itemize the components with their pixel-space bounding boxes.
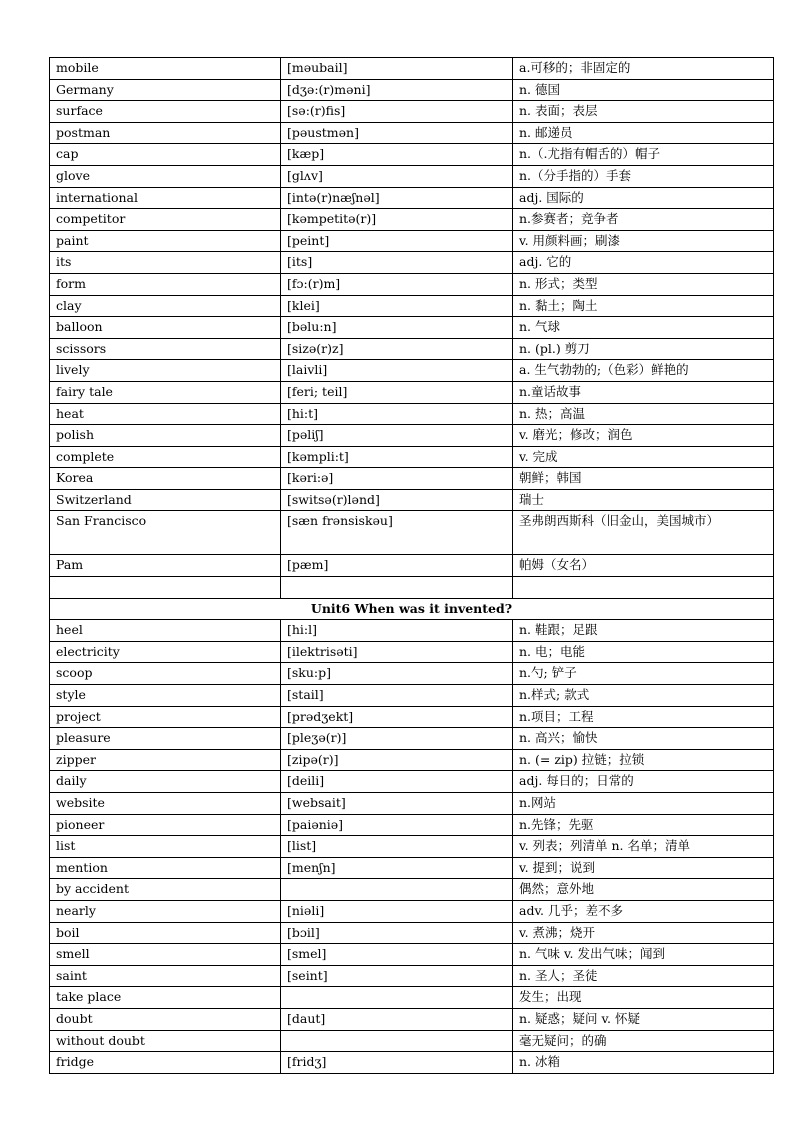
vocab-row — [50, 317, 774, 339]
vocab-meaning: adj. 每日的；日常的 — [513, 771, 774, 793]
vocab-meaning: 朝鲜；韩国 — [513, 468, 774, 490]
vocab-phonetic: [smel] — [281, 944, 513, 966]
vocab-phonetic: [sku:p] — [281, 663, 513, 685]
vocab-phonetic: [kəri:ə] — [281, 468, 513, 490]
vocab-meaning: v. 煮沸；烧开 — [513, 922, 774, 944]
vocab-row — [50, 814, 774, 836]
vocab-meaning: n. 高兴；愉快 — [513, 728, 774, 750]
vocab-phonetic — [281, 879, 513, 901]
vocab-phonetic: [pleʒə(r)] — [281, 728, 513, 750]
vocab-row — [50, 446, 774, 468]
vocab-row — [50, 425, 774, 447]
vocab-phonetic: [klei] — [281, 295, 513, 317]
vocab-phonetic: [pəustmən] — [281, 122, 513, 144]
vocab-word: zipper — [50, 749, 281, 771]
vocab-word: heat — [50, 403, 281, 425]
vocab-word: fairy tale — [50, 381, 281, 403]
vocab-meaning: n. 冰箱 — [513, 1052, 774, 1074]
vocab-row — [50, 360, 774, 382]
vocab-word: Korea — [50, 468, 281, 490]
vocab-phonetic: [niəli] — [281, 900, 513, 922]
vocab-row — [50, 468, 774, 490]
vocab-word: take place — [50, 987, 281, 1009]
vocab-row — [50, 1052, 774, 1074]
vocab-word: surface — [50, 101, 281, 123]
vocab-meaning: n. 疑惑；疑问 v. 怀疑 — [513, 1008, 774, 1030]
vocab-meaning: 发生；出现 — [513, 987, 774, 1009]
vocab-row — [50, 836, 774, 858]
vocab-meaning: v. 用颜料画；刷漆 — [513, 230, 774, 252]
vocab-word: its — [50, 252, 281, 274]
vocab-meaning: v. 提到；说到 — [513, 857, 774, 879]
vocab-phonetic: [websait] — [281, 793, 513, 815]
vocab-row — [50, 230, 774, 252]
vocab-phonetic: [paiəniə] — [281, 814, 513, 836]
vocab-phonetic: [pæm] — [281, 555, 513, 577]
vocab-word: saint — [50, 965, 281, 987]
vocab-meaning: n.勺; 铲子 — [513, 663, 774, 685]
vocab-word: pleasure — [50, 728, 281, 750]
empty-cell — [50, 577, 281, 599]
vocab-word: San Francisco — [50, 511, 281, 555]
vocab-meaning: 毫无疑问；的确 — [513, 1030, 774, 1052]
vocab-phonetic: [deili] — [281, 771, 513, 793]
vocab-phonetic: [prədʒekt] — [281, 706, 513, 728]
vocab-row — [50, 771, 774, 793]
vocab-word: daily — [50, 771, 281, 793]
vocab-meaning: v. 列表；列清单 n. 名单；清单 — [513, 836, 774, 858]
vocab-word: competitor — [50, 209, 281, 231]
vocab-row — [50, 209, 774, 231]
vocab-row — [50, 900, 774, 922]
vocab-word: website — [50, 793, 281, 815]
vocab-meaning: n. (= zip) 拉链；拉锁 — [513, 749, 774, 771]
vocab-word: doubt — [50, 1008, 281, 1030]
vocab-word: fridge — [50, 1052, 281, 1074]
vocab-word: style — [50, 685, 281, 707]
vocab-meaning: a.可移的；非固定的 — [513, 58, 774, 80]
vocab-word: polish — [50, 425, 281, 447]
vocab-phonetic — [281, 987, 513, 1009]
empty-cell — [281, 577, 513, 599]
unit-title-row — [50, 598, 774, 620]
vocab-word: boil — [50, 922, 281, 944]
vocab-meaning: n. 形式；类型 — [513, 273, 774, 295]
vocab-row — [50, 252, 774, 274]
vocab-row — [50, 555, 774, 577]
vocab-meaning: n.项目；工程 — [513, 706, 774, 728]
vocab-row — [50, 620, 774, 642]
vocab-meaning: n. 气味 v. 发出气味；闻到 — [513, 944, 774, 966]
vocab-meaning: n. 黏土；陶土 — [513, 295, 774, 317]
vocab-meaning: 帕姆（女名） — [513, 555, 774, 577]
vocab-row — [50, 295, 774, 317]
vocab-word: pioneer — [50, 814, 281, 836]
vocab-phonetic: [stail] — [281, 685, 513, 707]
vocab-phonetic: [fridʒ] — [281, 1052, 513, 1074]
vocab-word: nearly — [50, 900, 281, 922]
vocabulary-table-body — [50, 58, 774, 1074]
vocab-meaning: a. 生气勃勃的;（色彩）鲜艳的 — [513, 360, 774, 382]
vocab-meaning: adv. 几乎；差不多 — [513, 900, 774, 922]
vocab-phonetic: [kəmpetitə(r)] — [281, 209, 513, 231]
vocab-word: balloon — [50, 317, 281, 339]
vocab-row — [50, 273, 774, 295]
vocab-word: by accident — [50, 879, 281, 901]
vocab-phonetic: [bɔil] — [281, 922, 513, 944]
vocab-word: lively — [50, 360, 281, 382]
vocab-row — [50, 879, 774, 901]
vocab-word: list — [50, 836, 281, 858]
vocab-row — [50, 706, 774, 728]
vocab-meaning: n. 鞋跟；足跟 — [513, 620, 774, 642]
empty-row — [50, 577, 774, 599]
vocab-word: mention — [50, 857, 281, 879]
vocab-phonetic: [peint] — [281, 230, 513, 252]
vocab-meaning: n.童话故事 — [513, 381, 774, 403]
vocab-meaning: 偶然；意外地 — [513, 879, 774, 901]
vocab-row — [50, 685, 774, 707]
vocab-meaning: adj. 它的 — [513, 252, 774, 274]
vocab-row — [50, 641, 774, 663]
vocab-row — [50, 922, 774, 944]
vocab-row — [50, 101, 774, 123]
vocab-word: glove — [50, 165, 281, 187]
vocab-phonetic: [switsə(r)lənd] — [281, 489, 513, 511]
vocab-phonetic: [kəmpli:t] — [281, 446, 513, 468]
vocab-word: clay — [50, 295, 281, 317]
vocab-word: international — [50, 187, 281, 209]
vocab-meaning: adj. 国际的 — [513, 187, 774, 209]
vocab-row — [50, 144, 774, 166]
vocab-row — [50, 965, 774, 987]
vocab-word: without doubt — [50, 1030, 281, 1052]
vocab-word: scissors — [50, 338, 281, 360]
vocab-phonetic: [menʃn] — [281, 857, 513, 879]
vocab-row — [50, 489, 774, 511]
vocab-meaning: n.网站 — [513, 793, 774, 815]
vocabulary-table — [49, 57, 774, 1074]
vocab-row — [50, 728, 774, 750]
vocab-word: mobile — [50, 58, 281, 80]
vocab-meaning: n. 圣人；圣徒 — [513, 965, 774, 987]
vocab-phonetic: [sə:(r)fis] — [281, 101, 513, 123]
vocab-row — [50, 79, 774, 101]
vocab-phonetic: [fɔ:(r)m] — [281, 273, 513, 295]
unit-title: Unit6 When was it invented? — [50, 598, 774, 620]
vocab-phonetic: [its] — [281, 252, 513, 274]
vocab-meaning: n. 热；高温 — [513, 403, 774, 425]
vocab-word: paint — [50, 230, 281, 252]
vocab-meaning: n. 德国 — [513, 79, 774, 101]
vocab-phonetic: [hi:t] — [281, 403, 513, 425]
vocab-meaning: n.先锋；先驱 — [513, 814, 774, 836]
vocab-meaning: 瑞士 — [513, 489, 774, 511]
vocab-row — [50, 403, 774, 425]
vocab-word: Pam — [50, 555, 281, 577]
vocab-phonetic — [281, 1030, 513, 1052]
vocab-phonetic: [list] — [281, 836, 513, 858]
vocab-row — [50, 857, 774, 879]
vocab-row — [50, 1008, 774, 1030]
vocab-phonetic: [sæn frənsiskəu] — [281, 511, 513, 555]
vocab-row — [50, 511, 774, 555]
vocab-row — [50, 1030, 774, 1052]
vocab-meaning: n. 表面；表层 — [513, 101, 774, 123]
vocab-word: smell — [50, 944, 281, 966]
vocab-meaning: n. 气球 — [513, 317, 774, 339]
vocab-word: scoop — [50, 663, 281, 685]
vocab-phonetic: [seint] — [281, 965, 513, 987]
vocab-phonetic: [feri; teil] — [281, 381, 513, 403]
vocab-phonetic: [dʒə:(r)məni] — [281, 79, 513, 101]
vocab-phonetic: [sizə(r)z] — [281, 338, 513, 360]
vocab-row — [50, 187, 774, 209]
vocab-meaning: n. (pl.) 剪刀 — [513, 338, 774, 360]
vocab-phonetic: [ilektrisəti] — [281, 641, 513, 663]
vocab-meaning: n.（.尤指有帽舌的）帽子 — [513, 144, 774, 166]
vocab-phonetic: [kæp] — [281, 144, 513, 166]
vocab-phonetic: [glʌv] — [281, 165, 513, 187]
vocab-row — [50, 122, 774, 144]
vocab-row — [50, 58, 774, 80]
vocab-word: form — [50, 273, 281, 295]
vocab-phonetic: [pəliʃ] — [281, 425, 513, 447]
vocab-phonetic: [bəlu:n] — [281, 317, 513, 339]
vocab-phonetic: [intə(r)næʃnəl] — [281, 187, 513, 209]
vocab-phonetic: [məubail] — [281, 58, 513, 80]
vocab-row — [50, 749, 774, 771]
vocab-word: project — [50, 706, 281, 728]
vocab-row — [50, 944, 774, 966]
vocab-row — [50, 165, 774, 187]
vocab-row — [50, 663, 774, 685]
vocab-row — [50, 381, 774, 403]
vocab-phonetic: [daut] — [281, 1008, 513, 1030]
vocab-meaning: n.（分手指的）手套 — [513, 165, 774, 187]
vocab-meaning: n. 邮递员 — [513, 122, 774, 144]
vocab-meaning: 圣弗朗西斯科（旧金山，美国城市） — [513, 511, 774, 555]
vocab-row — [50, 793, 774, 815]
empty-cell — [513, 577, 774, 599]
vocab-phonetic: [hi:l] — [281, 620, 513, 642]
vocab-meaning: n.样式; 款式 — [513, 685, 774, 707]
vocab-phonetic: [zipə(r)] — [281, 749, 513, 771]
vocab-word: postman — [50, 122, 281, 144]
vocab-meaning: v. 完成 — [513, 446, 774, 468]
vocab-word: electricity — [50, 641, 281, 663]
vocab-word: complete — [50, 446, 281, 468]
vocab-row — [50, 987, 774, 1009]
vocab-word: cap — [50, 144, 281, 166]
vocab-meaning: n. 电；电能 — [513, 641, 774, 663]
vocab-word: heel — [50, 620, 281, 642]
vocab-phonetic: [laivli] — [281, 360, 513, 382]
vocab-word: Switzerland — [50, 489, 281, 511]
vocab-meaning: n.参赛者；竞争者 — [513, 209, 774, 231]
vocab-meaning: v. 磨光；修改；润色 — [513, 425, 774, 447]
vocab-word: Germany — [50, 79, 281, 101]
vocab-row — [50, 338, 774, 360]
